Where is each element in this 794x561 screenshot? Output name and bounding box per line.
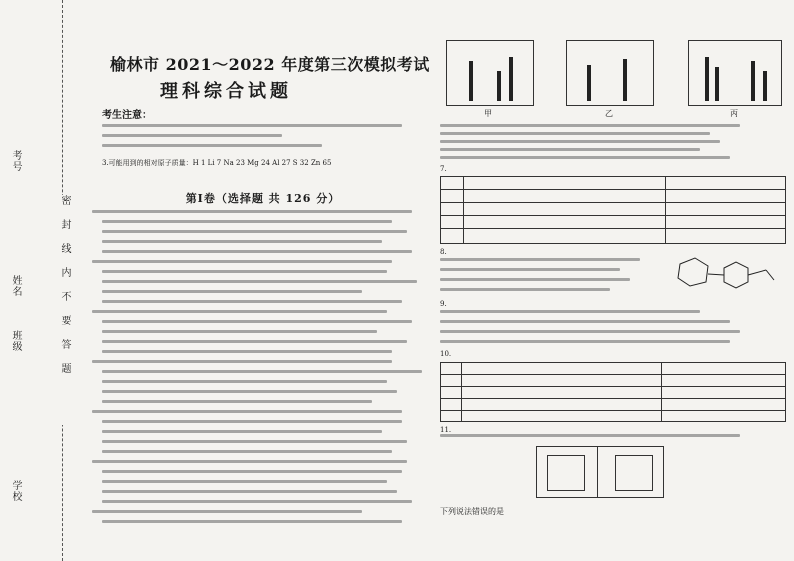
text-line <box>440 434 740 437</box>
text-line <box>440 278 630 281</box>
text-line <box>440 288 610 291</box>
q7-number: 7. <box>440 165 447 173</box>
text-line <box>440 156 730 159</box>
figure-a <box>446 40 534 106</box>
figure-label-a: 甲 <box>484 109 492 118</box>
text-line <box>102 230 407 233</box>
q11-number: 11. <box>440 426 452 434</box>
figure-b <box>566 40 654 106</box>
text-line <box>92 310 387 313</box>
text-line <box>440 310 700 313</box>
q9-number: 9. <box>440 300 447 308</box>
text-line <box>440 330 740 333</box>
exam-title: 榆林市 2021～2022 年度第三次模拟考试 <box>110 55 430 74</box>
text-line <box>440 340 730 343</box>
q7-table <box>440 176 786 244</box>
text-line <box>102 480 387 483</box>
figure-label-c: 丙 <box>730 109 738 118</box>
text-line <box>440 258 640 261</box>
text-line <box>102 330 377 333</box>
text-line <box>102 240 382 243</box>
figure-c <box>688 40 782 106</box>
text-line <box>102 430 382 433</box>
q10-table <box>440 362 786 422</box>
text-line <box>102 320 412 323</box>
text-line <box>102 500 412 503</box>
text-line <box>440 148 700 151</box>
text-line <box>102 220 392 223</box>
text-line <box>102 440 407 443</box>
text-line <box>102 370 422 373</box>
figure-label-b: 乙 <box>605 109 613 118</box>
q8-number: 8. <box>440 248 447 256</box>
text-line <box>102 420 402 423</box>
text-line <box>92 460 407 463</box>
binding-margin <box>0 0 63 561</box>
elements-line: 3.可能用到的相对原子质量：H 1 Li 7 Na 23 Mg 24 Al 27 S 32 Zn 65 <box>102 159 332 167</box>
text-line <box>102 250 412 253</box>
text-line <box>102 340 407 343</box>
text-line <box>92 410 402 413</box>
text-line <box>440 268 620 271</box>
seal-line-text: 密封线内不要答题 <box>56 195 72 425</box>
text-line <box>102 300 402 303</box>
text-line <box>102 490 397 493</box>
exam-subtitle: 理科综合试题 <box>160 81 292 102</box>
text-line <box>102 144 322 147</box>
text-line <box>102 124 402 127</box>
text-line <box>102 390 397 393</box>
text-line <box>102 380 387 383</box>
text-line <box>92 360 392 363</box>
text-line <box>440 124 740 127</box>
text-line <box>440 140 720 143</box>
q10-number: 10. <box>440 350 452 358</box>
text-line <box>102 520 402 523</box>
text-line <box>102 450 392 453</box>
text-line <box>102 134 282 137</box>
xuexiao-label: 学校 <box>10 480 21 502</box>
battery-figure <box>536 446 664 498</box>
section-heading: 第Ⅰ卷（选择题 共 126 分） <box>185 192 341 205</box>
text-line <box>102 290 362 293</box>
text-line <box>102 350 392 353</box>
text-line <box>92 510 362 513</box>
text-line <box>102 470 402 473</box>
text-line <box>102 270 387 273</box>
q8-structure-figure <box>670 254 780 298</box>
notice-heading: 考生注意： <box>102 110 152 121</box>
banji-label: 班级 <box>10 330 21 352</box>
text-line <box>92 260 392 263</box>
q11-question-line: 下列说法错误的是 <box>440 507 504 516</box>
kaohao-label: 考号 <box>10 150 21 172</box>
xingming-label: 姓名 <box>10 275 21 297</box>
text-line <box>92 210 412 213</box>
text-line <box>440 132 710 135</box>
text-line <box>440 320 730 323</box>
text-line <box>102 400 372 403</box>
text-line <box>102 280 417 283</box>
